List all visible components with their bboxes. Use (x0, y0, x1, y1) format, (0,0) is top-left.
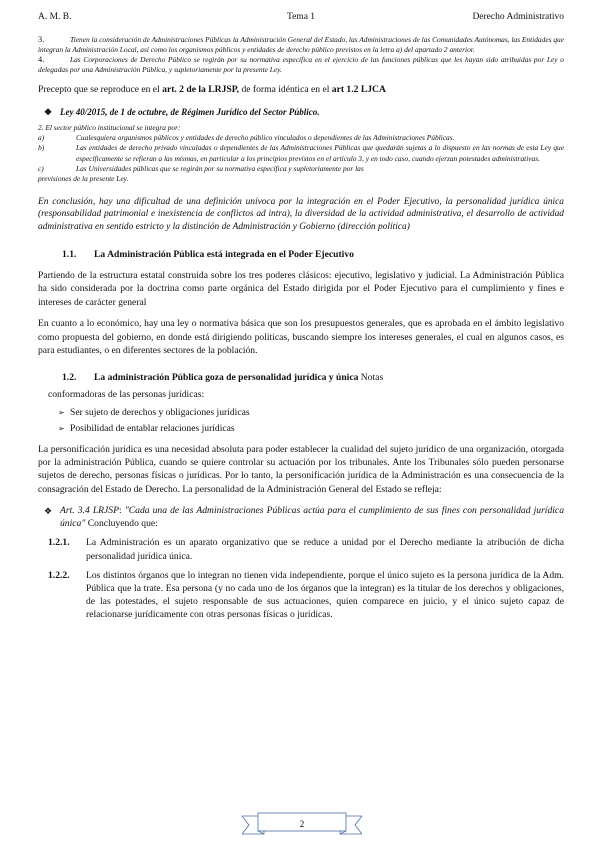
paragraph: En cuanto a lo económico, hay una ley o normativa básica que son los presupuestos generales, que es aprobada en el ámbito legislativo como propuesta del gobierno, en donde está dirigiendo políticas, buscando siempre los intereses generales, el cual en algunos casos, es para estudiantes, o en diferentes sectores de la población. (38, 318, 564, 357)
arrow-bullet-icon: ➢ (58, 407, 65, 417)
header-topic: Tema 1 (286, 12, 316, 22)
precepto-text-mid: de forma idéntica en el (239, 84, 332, 96)
page-body (38, 35, 564, 622)
ley-item-text: Las entidades de derecho privado vinculadas o dependientes de las Administraciones Públicas que quedarán sujetas a lo dispuesto en las normas de esta Ley que específicamente se refieran a las mismas, en particular a los principios previstos en el artículo 3, y en todo caso, cuando ejerzan potestades administrativas. (76, 143, 564, 163)
section-title-suffix: Notas (358, 371, 384, 383)
ley-item (38, 164, 564, 174)
diamond-bullet-icon: ❖ (44, 506, 53, 517)
intro-item-number: 4. (38, 55, 45, 65)
conclusion-paragraph: En conclusión, hay una dificultad de una definición unívoca por la integración en el Poder Ejecutivo, la personalidad jurídica única (responsabilidad patrimonial e inexistencia de conflictos ad intra), la diversidad de la actividad administrativa, el desarrollo de actividad administrativa en sentido estricto y la distinción de Administración y Gobierno (dirección política) (38, 196, 564, 232)
page-number-banner (242, 812, 362, 838)
ley-item-tag: c) (38, 163, 44, 173)
precepto-line (38, 84, 564, 96)
section-title: La Administración Pública está integrada en el Poder Ejecutivo (94, 249, 354, 261)
intro-item-text: Tienen la consideración de Administraciones Públicas la Administración General del Estado, las Administraciones de las Comunidades Autónomas, las Entidades que integran la Administración Local, así como los organismos públicos y entidades de derecho público previstos en la letra a) del apartado 2 anterior. (38, 35, 564, 55)
precepto-ref-lrjsp: art. 2 de la LRJSP, (162, 84, 240, 96)
ley-intro: 2. El sector público institucional se integra por: (38, 123, 181, 133)
header-author: A. M. B. (38, 12, 72, 22)
section-continuation: conformadoras de las personas jurídicas: (48, 388, 205, 400)
ley-item-tag: a) (38, 133, 45, 143)
section-number: 1.2. (62, 371, 77, 383)
page-header (38, 12, 564, 28)
section-heading-1-2 (38, 372, 564, 384)
header-subject: Derecho Administrativo (472, 12, 564, 22)
article-separator: : (118, 505, 125, 517)
article-tail: Concluyendo que: (85, 517, 158, 529)
ley-item-text: Las Universidades públicas que se regirán por su normativa específica y supletoriamente por las (76, 163, 364, 173)
ley-item (38, 143, 564, 163)
paragraph: Partiendo de la estructura estatal construida sobre los tres poderes clásicos: ejecutivo, legislativo y judicial. La Administración Pública ha sido considerada por la doctrina como parte orgánica del Estado dirigida por el Poder Ejecutivo para el cumplimiento y fines e intereses de carácter general (38, 270, 564, 308)
article-label: Art. 3.4 LRJSP (60, 505, 119, 517)
article-quote-text: "Cada una de las Administraciones Públicas actúa para el cumplimiento de sus fines con personalidad jurídica única" (60, 505, 564, 529)
list-item-text: Ser sujeto de derechos y obligaciones jurídicas (70, 406, 250, 418)
ley-item-tag: b) (38, 143, 45, 153)
diamond-bullet-icon: ❖ (44, 107, 53, 118)
precepto-ref-ljca: art 1.2 LJCA (331, 84, 386, 96)
list-item-text: Posibilidad de entablar relaciones jurídicas (70, 422, 235, 434)
numbered-item-text: La Administración es un aparato organizativo que se reduce a unidad por el Derecho mediante la atribución de dicha personalidad jurídica única. (86, 537, 564, 562)
section-heading-1-1 (38, 249, 564, 261)
intro-item (38, 55, 564, 75)
article-quote (38, 505, 564, 530)
ley-heading-text: Ley 40/2015, de 1 de octubre, de Régimen Jurídico del Sector Público. (60, 107, 320, 118)
numbered-item (38, 569, 564, 622)
ley-item (38, 133, 564, 143)
numbered-item (38, 536, 564, 562)
section-title: La administración Pública goza de personalidad jurídica y única (94, 371, 359, 383)
precepto-text: Precepto que se reproduce en el (38, 84, 163, 96)
list-item (38, 406, 564, 419)
ley-item-text: Cualesquiera organismos públicos y entidades de derecho público vinculados o dependientes de las Administraciones Públicas. (76, 133, 455, 143)
numbered-item-number: 1.2.2. (48, 569, 70, 581)
numbered-item-number: 1.2.1. (48, 537, 70, 549)
ley-item-tail: previsiones de la presente Ley. (38, 173, 129, 183)
paragraph: La personificación jurídica es una necesidad absoluta para poder establecer la cualidad del sujeto jurídico de una organización, otorgada por la administración Pública, cuando se quiere controlar su actuación por los tribunales. Ante los Tribunales sólo pueden personarse sujetos de derecho, personas físicas o jurídicas. Por lo tanto, la personificación jurídica de la Administración es una consecuencia de la consagración del Estado de Derecho. La personalidad de la Administración General del Estado se refleja: (38, 443, 564, 495)
intro-item-number: 3. (38, 35, 45, 44)
ley-heading (38, 107, 564, 117)
page-number: 2 (299, 819, 305, 829)
arrow-bullet-icon: ➢ (58, 423, 65, 433)
intro-item (38, 35, 564, 55)
list-item (38, 422, 564, 435)
section-number: 1.1. (62, 249, 77, 261)
intro-item-text: Las Corporaciones de Derecho Público se regirán por su normativa específica en el ejercicio de las funciones públicas que les hayan sido atribuidas por Ley o delegadas por una Administración Pública, y supletoriamente por la presente Ley. (38, 55, 564, 75)
numbered-item-text: Los distintos órganos que lo integran no tienen vida independiente, porque el único sujeto es la persona jurídica de la Adm. Pública que la trate. Esa persona (y no cada uno de los órganos que la integran) es la titular de los derechos y obligaciones, de las potestades, el sujeto responsable de sus actuaciones, quien comparece en juicio, y el único sujeto capaz de relacionarse jurídicamente con otras personas físicas o jurídicas. (86, 569, 564, 621)
